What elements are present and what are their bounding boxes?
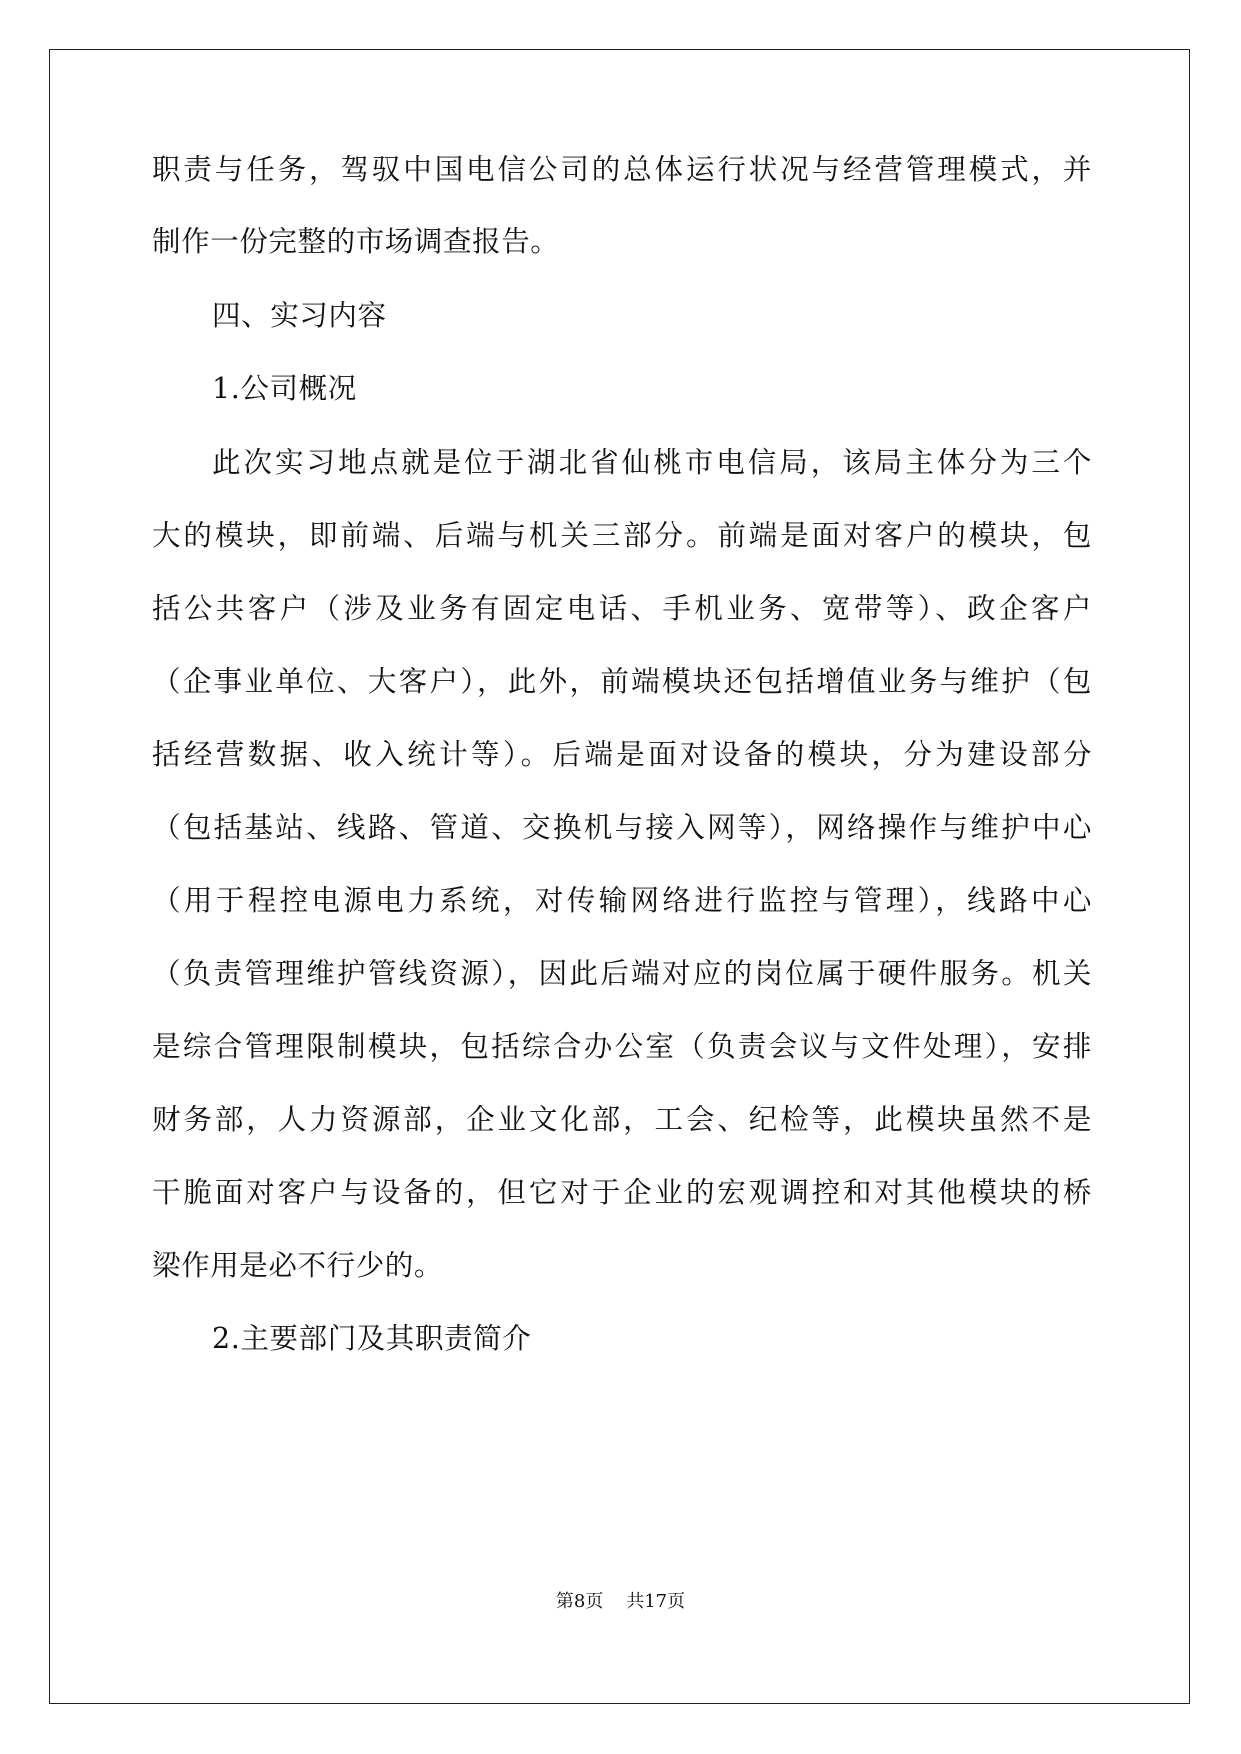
footer-total-suffix: 页 — [667, 1591, 686, 1612]
footer-page-number: 8 — [573, 1591, 586, 1612]
subheading-departments: 2.主要部门及其职责简介 — [212, 1322, 532, 1355]
section-heading-4: 四、实习内容 — [212, 299, 387, 332]
body-line-2: 制作一份完整的市场调查报告。 — [152, 225, 560, 258]
paragraph-line-1: 此次实习地点就是位于湖北省仙桃市电信局，该局主体分为三个 — [212, 446, 1092, 479]
footer-total-prefix: 共 — [626, 1591, 645, 1612]
paragraph-line-2: 大的模块，即前端、后端与机关三部分。前端是面对客户的模块，包 — [152, 519, 1092, 552]
footer-page-suffix: 页 — [585, 1591, 604, 1612]
paragraph-line-10: 财务部，人力资源部，企业文化部，工会、纪检等，此模块虽然不是 — [152, 1103, 1092, 1136]
paragraph-line-5: 括经营数据、收入统计等）。后端是面对设备的模块，分为建设部分 — [152, 738, 1092, 771]
paragraph-line-6: （包括基站、线路、管道、交换机与接入网等），网络操作与维护中心 — [152, 811, 1092, 844]
paragraph-line-9: 是综合管理限制模块，包括综合办公室（负责会议与文件处理），安排 — [152, 1030, 1092, 1063]
paragraph-line-3: 括公共客户（涉及业务有固定电话、手机业务、宽带等）、政企客户 — [152, 592, 1092, 625]
page-footer — [0, 1590, 1241, 1614]
paragraph-line-4: （企事业单位、大客户），此外，前端模块还包括增值业务与维护（包 — [152, 665, 1092, 698]
paragraph-line-7: （用于程控电源电力系统，对传输网络进行监控与管理），线路中心 — [152, 884, 1092, 917]
paragraph-line-11: 干脆面对客户与设备的，但它对于企业的宏观调控和对其他模块的桥 — [152, 1176, 1092, 1209]
paragraph-line-12: 梁作用是必不行少的。 — [152, 1249, 444, 1282]
footer-page-prefix: 第 — [555, 1591, 574, 1612]
paragraph-line-8: （负责管理维护管线资源），因此后端对应的岗位属于硬件服务。机关 — [152, 957, 1092, 990]
footer-total-pages: 17 — [644, 1591, 668, 1612]
subheading-company-overview: 1.公司概况 — [212, 372, 357, 405]
body-line-1: 职责与任务，驾驭中国电信公司的总体运行状况与经营管理模式，并 — [152, 153, 1092, 186]
